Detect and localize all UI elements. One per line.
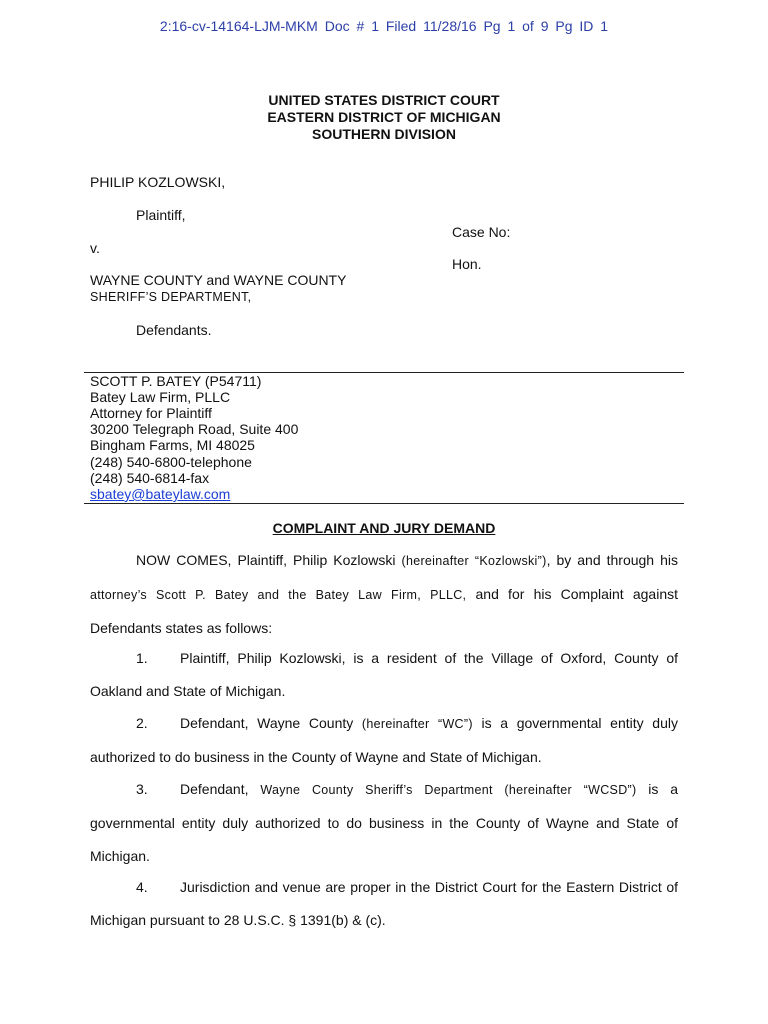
court-district: EASTERN DISTRICT OF MICHIGAN <box>267 109 501 125</box>
paragraph-number: 2. <box>136 715 148 731</box>
paragraph-number: 4. <box>136 879 148 895</box>
paragraph-3: 3. Defendant, Wayne County Sheriff’s Department (hereinafter “WCSD”) is a governmental entity duly authorized to do business in the County of Wayne and State of Michigan. <box>90 773 678 873</box>
filing-stamp: 2:16-cv-14164-LJM-MKM Doc # 1 Filed 11/28/16 Pg 1 of 9 Pg ID 1 <box>159 18 609 34</box>
paragraph-1: 1. Plaintiff, Philip Kozlowski, is a resident of the Village of Oxford, County of Oakland and State of Michigan. <box>90 642 678 708</box>
plaintiff-name: PHILIP KOZLOWSKI, <box>90 174 226 190</box>
attorney-name: SCOTT P. BATEY (P54711) <box>90 373 262 389</box>
defendant-role: Defendants. <box>136 322 212 338</box>
attorney-phone: (248) 540-6800-telephone <box>90 454 252 470</box>
document-title: COMPLAINT AND JURY DEMAND <box>272 520 496 536</box>
versus: v. <box>90 240 100 256</box>
court-name: UNITED STATES DISTRICT COURT <box>268 92 500 108</box>
attorney-firm: Batey Law Firm, PLLC <box>90 389 231 405</box>
attorney-fax: (248) 540-6814-fax <box>90 470 210 486</box>
attorney-address1: 30200 Telegraph Road, Suite 400 <box>90 421 299 437</box>
attorney-role: Attorney for Plaintiff <box>90 405 212 421</box>
paragraph-number: 1. <box>136 650 148 666</box>
defendant-line1: WAYNE COUNTY and WAYNE COUNTY <box>90 272 347 288</box>
attorney-email-link[interactable]: sbatey@bateylaw.com <box>90 486 231 502</box>
judge-label: Hon. <box>452 256 482 272</box>
paragraph-number: 3. <box>136 781 148 797</box>
attorney-address2: Bingham Farms, MI 48025 <box>90 437 255 453</box>
paragraph-4: 4. Jurisdiction and venue are proper in the District Court for the Eastern District of Michigan pursuant to 28 U.S.C. § 1391(b) & (c). <box>90 871 678 937</box>
paragraph-2: 2. Defendant, Wayne County (hereinafter “WC”) is a governmental entity duly authorized to do business in the County of Wayne and State of Michigan. <box>90 707 678 774</box>
defendant-line2: SHERIFF’S DEPARTMENT, <box>90 290 252 304</box>
intro-paragraph: NOW COMES, Plaintiff, Philip Kozlowski (hereinafter “Kozlowski”), by and through his attorney’s Scott P. Batey and the Batey Law Firm, PLLC, and for his Complaint against Defendants states as follows: <box>90 552 678 636</box>
caption-divider-bottom <box>84 503 684 504</box>
court-division: SOUTHERN DIVISION <box>312 126 456 142</box>
case-number-label: Case No: <box>452 224 511 240</box>
plaintiff-role: Plaintiff, <box>136 207 186 223</box>
